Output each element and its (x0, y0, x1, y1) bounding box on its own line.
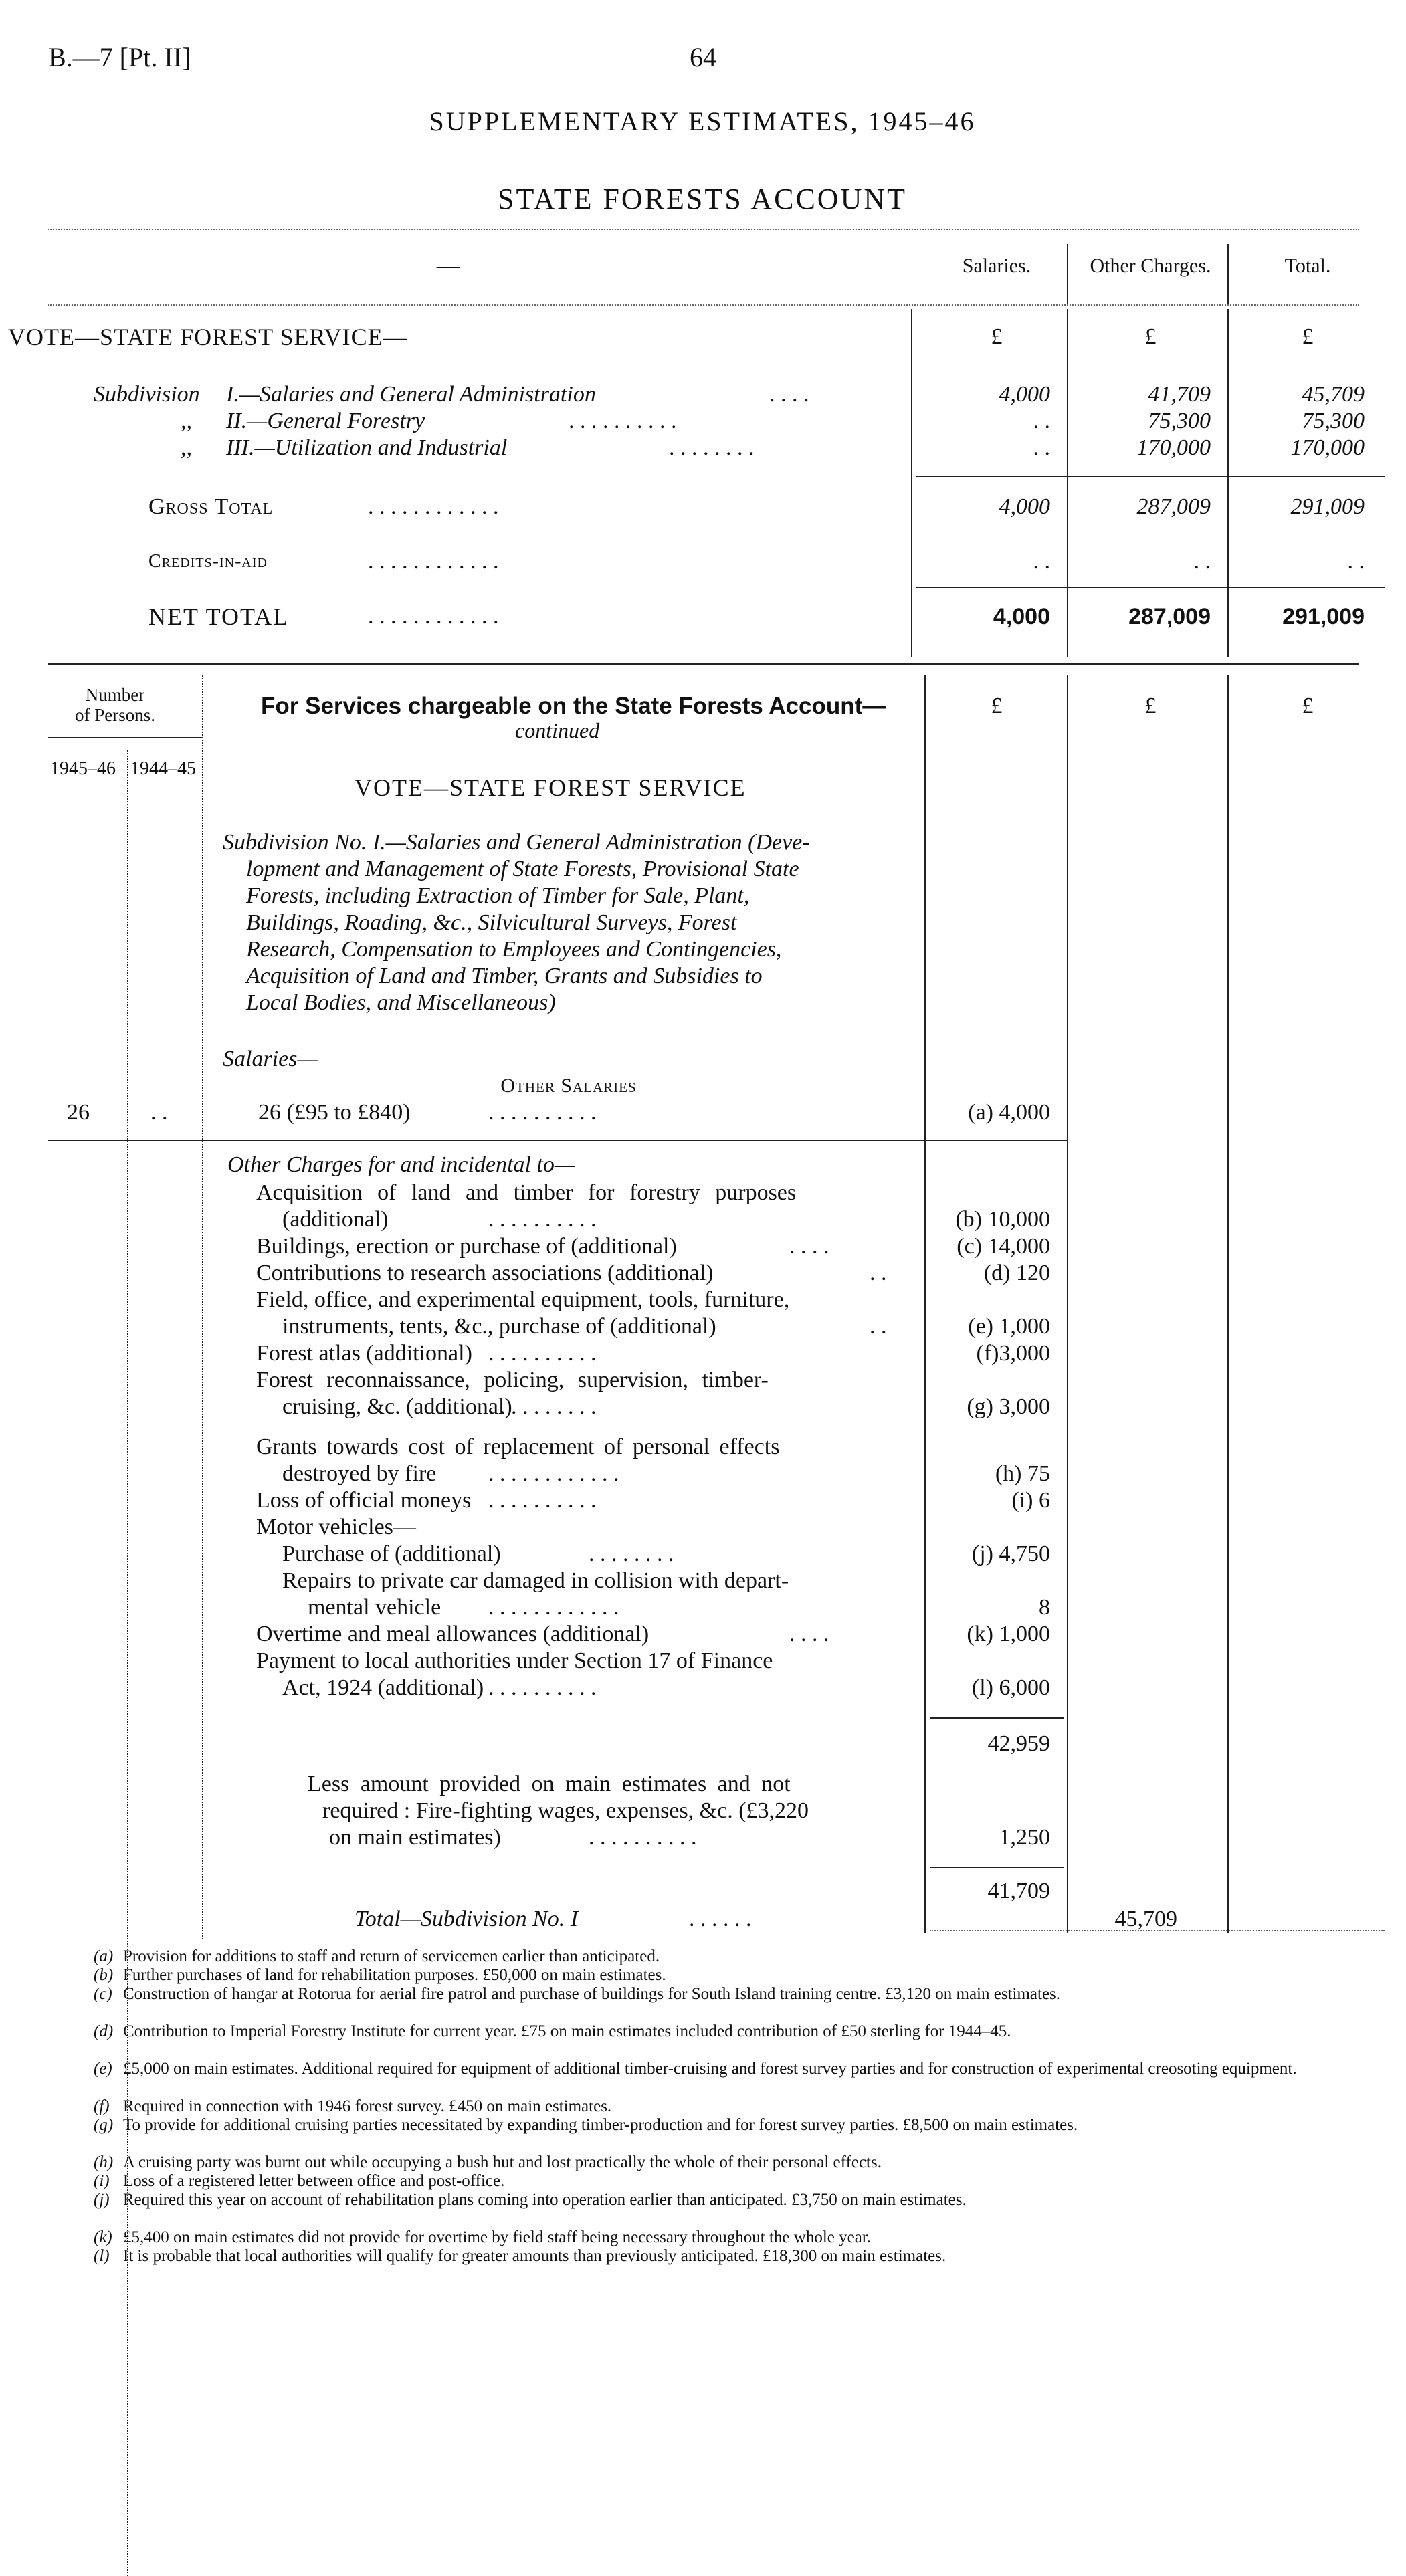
footnote-key: (e) (94, 2060, 112, 2078)
footnote-text: £5,400 on main estimates did not provide for overtime by field staff being necessary throughout the whole year. (123, 2228, 872, 2246)
page-title: SUPPLEMENTARY ESTIMATES, 1945–46 (429, 106, 976, 136)
row-label: I.—Salaries and General Administration (226, 382, 596, 407)
row-leaders: . . . . . . . . . . (488, 1341, 597, 1366)
row-leaders: . . . . . . . . (589, 1541, 674, 1566)
persons-divider (202, 675, 203, 1939)
footnote (94, 1985, 1324, 2003)
subdivision-total-label: Total—Subdivision No. I (355, 1907, 579, 1931)
account-title: STATE FORESTS ACCOUNT (497, 183, 907, 215)
footnote-text: Contribution to Imperial Forestry Institute for current year. £75 on main estimates included contribution of £50 sterling for 1944–45. (123, 2022, 1011, 2040)
row-total: 75,300 (1302, 409, 1365, 433)
footnote-text: Provision for additions to staff and return of servicemen earlier than anticipated. (123, 1947, 660, 1965)
footnote-key: (k) (94, 2228, 112, 2246)
footnote-key: (c) (94, 1985, 112, 2003)
description-line: Forests, including Extraction of Timber for Sale, Plant, (246, 883, 750, 908)
charge-amount: (l) 6,000 (971, 1675, 1050, 1700)
detail-bottom-rule (930, 1930, 1385, 1931)
persons-divider (127, 750, 128, 2576)
year-1944-45: 1944–45 (130, 758, 196, 779)
net-total: 291,009 (1282, 604, 1365, 629)
charge-item: Repairs to private car damaged in collision with depart- (282, 1568, 789, 1593)
charge-item: Forest reconnaissance, policing, supervision, timber- (256, 1368, 769, 1392)
charge-item: destroyed by fire (282, 1461, 437, 1486)
other-salaries-label: Other Salaries (500, 1075, 637, 1097)
charge-amount: (h) 75 (995, 1461, 1050, 1486)
footnote-key: (a) (94, 1947, 114, 1965)
services-heading-continued: continued (515, 718, 600, 742)
row-leaders: . . . . . . . . . . . . (488, 1595, 619, 1620)
persons-header: Number (85, 685, 145, 705)
col-divider (911, 309, 912, 657)
footnote (94, 2116, 1324, 2134)
charge-item: Overtime and meal allowances (additional) (256, 1622, 649, 1646)
row-leaders: . . . . . . . . . . (589, 1825, 697, 1850)
col-divider (1227, 244, 1229, 304)
credits-salaries: . . (1033, 549, 1050, 574)
footnote-key: (g) (94, 2116, 114, 2134)
charge-amount: (j) 4,750 (971, 1541, 1050, 1566)
footnote-key: (b) (94, 1966, 114, 1984)
footnote-text: Required this year on account of rehabilitation plans coming into operation earlier than anticipated. £3,750 on main estimates. (123, 2191, 967, 2209)
charge-amount: (k) 1,000 (967, 1622, 1050, 1646)
detail-currency-total: £ (1302, 693, 1314, 718)
charge-amount: (g) 3,000 (967, 1394, 1050, 1419)
footnote (94, 2022, 1324, 2040)
row-leaders: . . (870, 1261, 887, 1285)
footnote (94, 2060, 1324, 2078)
col-divider (924, 675, 926, 1933)
charge-item: Grants towards cost of replacement of personal effects (256, 1434, 780, 1459)
other-charges-label: Other Charges for and incidental to— (227, 1152, 575, 1177)
row-salaries: . . (1033, 435, 1050, 460)
row-leaders: . . . . . . . . . . . . (488, 1461, 619, 1486)
row-other: 41,709 (1148, 382, 1211, 407)
subdivision-total-amount: 45,709 (1114, 1907, 1177, 1931)
row-leaders: . . . . . . . . . . (488, 1207, 597, 1232)
row-leaders: . . . . . . . . (669, 435, 755, 460)
services-heading: For Services chargeable on the State Forests Account— (261, 693, 886, 719)
footnote-text: Further purchases of land for rehabilitation purposes. £50,000 on main estimates. (123, 1966, 666, 1984)
row-total: 45,709 (1302, 382, 1365, 407)
col-divider (1227, 309, 1229, 657)
row-leaders: . . . . . . (689, 1907, 752, 1931)
footnote (94, 2228, 1324, 2246)
persons-header: of Persons. (75, 705, 155, 725)
charge-item: Act, 1924 (additional) (282, 1675, 484, 1700)
footnote (94, 2153, 1324, 2171)
net-rule (930, 1867, 1064, 1868)
charge-item: cruising, &c. (additional) (282, 1394, 512, 1419)
row-leaders: . . . . . . . . . . (488, 1100, 597, 1125)
charge-item: Motor vehicles— (256, 1515, 416, 1539)
charge-item: Acquisition of land and timber for forestry purposes (256, 1180, 797, 1205)
gross-salaries: 4,000 (999, 494, 1050, 519)
less-line: on main estimates) (329, 1825, 501, 1850)
persons-1945: 26 (67, 1100, 90, 1125)
row-leaders: . . . . . . . . . . (488, 1488, 597, 1513)
subtotal-rule (916, 476, 1385, 477)
gross-other: 287,009 (1136, 494, 1211, 519)
less-line: required : Fire-fighting wages, expenses, &c. (£3,220 (322, 1798, 809, 1823)
vote-heading: VOTE—STATE FOREST SERVICE (355, 774, 746, 801)
currency-salaries: £ (991, 324, 1003, 349)
summary-top-rule (48, 229, 1359, 230)
description-line: Local Bodies, and Miscellaneous) (246, 990, 556, 1015)
net-other: 287,009 (1128, 604, 1211, 629)
row-leaders: . . . . . . . . . . (488, 1675, 597, 1700)
row-leaders: . . . . . . . . . . . . (368, 549, 499, 574)
credits-other: . . (1193, 549, 1211, 574)
page-number: 64 (690, 42, 716, 72)
charge-item: Loss of official moneys (256, 1488, 472, 1513)
footnote (94, 1947, 1324, 1965)
footnote-text: £5,000 on main estimates. Additional required for equipment of additional timber-cruising and forest survey parties and for construction of experimental creosoting equipment. (123, 2060, 1297, 2078)
description-line: Research, Compensation to Employees and Contingencies, (246, 937, 782, 962)
row-salaries: . . (1033, 409, 1050, 433)
charges-subtotal: 42,959 (987, 1731, 1050, 1756)
footnote-text: Loss of a registered letter between office and post-office. (123, 2172, 505, 2190)
description-line: lopment and Management of State Forests, Provisional State (246, 857, 799, 881)
net-salaries: 4,000 (993, 604, 1050, 629)
net-total-label: NET TOTAL (148, 603, 290, 630)
col-header-total: Total. (1284, 255, 1331, 277)
col-divider (1227, 675, 1229, 1933)
charge-item: Contributions to research associations (additional) (256, 1261, 714, 1285)
document-reference: B.—7 [Pt. II] (48, 42, 191, 72)
charge-amount: 8 (1039, 1595, 1050, 1620)
footnote-key: (i) (94, 2172, 110, 2190)
col-divider (1067, 244, 1068, 304)
salaries-rule (48, 1140, 1068, 1141)
charge-item: Purchase of (additional) (282, 1541, 501, 1566)
col-divider (1067, 309, 1068, 657)
row-leaders: . . . . . . . . . . (569, 409, 677, 433)
footnote-key: (d) (94, 2022, 114, 2040)
row-other: 170,000 (1136, 435, 1211, 460)
charge-item: Forest atlas (additional) (256, 1341, 472, 1366)
charge-item: (additional) (282, 1207, 389, 1232)
charge-amount: (d) 120 (983, 1261, 1050, 1285)
col-divider (1067, 675, 1068, 1933)
footnote-key: (h) (94, 2153, 114, 2171)
charge-amount: (i) 6 (1011, 1488, 1050, 1513)
charge-amount: (b) 10,000 (955, 1207, 1050, 1232)
charge-amount: (f)3,000 (976, 1341, 1050, 1366)
persons-rule (48, 737, 202, 738)
footnote-key: (l) (94, 2247, 110, 2265)
footnote (94, 2247, 1324, 2265)
charge-item: Payment to local authorities under Section 17 of Finance (256, 1648, 773, 1673)
footnote (94, 2097, 1324, 2115)
footnote-text: It is probable that local authorities will qualify for greater amounts than previously anticipated. £18,300 on main estimates. (123, 2247, 946, 2265)
row-total: 170,000 (1290, 435, 1365, 460)
salary-row-text: 26 (£95 to £840) (258, 1100, 411, 1125)
subtotal-rule (930, 1717, 1064, 1719)
footnote-text: Required in connection with 1946 forest survey. £450 on main estimates. (123, 2097, 612, 2115)
row-prefix: ,, (181, 435, 192, 460)
description-line: Acquisition of Land and Timber, Grants and Subsidies to (246, 964, 763, 988)
credits-in-aid-label: Credits-in-aid (148, 551, 268, 572)
charge-amount: (e) 1,000 (968, 1314, 1050, 1339)
footnote-text: Construction of hangar at Rotorua for aerial fire patrol and purchase of buildings for South Island training centre. £3,120 on main estimates. (123, 1985, 1061, 2003)
footnote (94, 2191, 1324, 2209)
less-line: Less amount provided on main estimates and not (308, 1772, 791, 1796)
charge-item: Field, office, and experimental equipment, tools, furniture, (256, 1287, 790, 1312)
detail-currency-other: £ (1144, 693, 1157, 718)
footnote-text: A cruising party was burnt out while occupying a bush hut and lost practically the whole of their personal effects. (123, 2153, 882, 2171)
salary-amount: (a) 4,000 (968, 1100, 1050, 1125)
row-other: 75,300 (1148, 409, 1211, 433)
footnote (94, 2172, 1324, 2190)
year-1945-46: 1945–46 (50, 758, 116, 779)
summary-bottom-rule (48, 663, 1359, 665)
net-other-charges: 41,709 (987, 1879, 1050, 1903)
row-label: II.—General Forestry (226, 409, 425, 433)
summary-header-rule (48, 304, 1359, 306)
row-leaders: . . . . . . . . . . . . (368, 494, 499, 519)
summary-dash: — (437, 253, 460, 278)
charge-item: instruments, tents, &c., purchase of (additional) (282, 1314, 716, 1339)
footnote-key: (j) (94, 2191, 110, 2209)
footnote (94, 1966, 1324, 1984)
row-leaders: . . . . . . . . . . . . (368, 604, 499, 629)
row-leaders: . . (870, 1314, 887, 1339)
col-header-other-charges: Other Charges. (1090, 255, 1211, 277)
row-leaders: . . . . (789, 1622, 829, 1646)
charge-item: mental vehicle (308, 1595, 441, 1620)
description-line: Buildings, Roading, &c., Silvicultural Surveys, Forest (246, 910, 737, 935)
description-line: Subdivision No. I.—Salaries and General Administration (Deve- (223, 830, 810, 855)
footnote-text: To provide for additional cruising parties necessitated by expanding timber-production and for forest survey parties. £8,500 on main estimates. (123, 2116, 1078, 2134)
detail-currency-salaries: £ (991, 693, 1003, 718)
charge-amount: (c) 14,000 (957, 1234, 1050, 1259)
less-amount: 1,250 (999, 1825, 1050, 1850)
currency-other: £ (1144, 324, 1157, 349)
row-leaders: . . . . . . . . . . (488, 1394, 597, 1419)
persons-1944: . . (150, 1100, 168, 1125)
net-rule (916, 587, 1385, 588)
row-leaders: . . . . (769, 382, 809, 407)
currency-total: £ (1302, 324, 1314, 349)
salaries-label: Salaries— (223, 1047, 318, 1071)
vote-label: VOTE—STATE FOREST SERVICE— (8, 324, 408, 350)
charge-item: Buildings, erection or purchase of (additional) (256, 1234, 677, 1259)
footnote-key: (f) (94, 2097, 110, 2115)
row-prefix: ,, (181, 409, 192, 433)
credits-total: . . (1347, 549, 1365, 574)
row-prefix: Subdivision (94, 382, 200, 407)
col-header-salaries: Salaries. (962, 255, 1031, 277)
row-salaries: 4,000 (999, 382, 1050, 407)
gross-total-label: Gross Total (148, 494, 274, 519)
gross-total: 291,009 (1290, 494, 1365, 519)
row-label: III.—Utilization and Industrial (226, 435, 508, 460)
row-leaders: . . . . (789, 1234, 829, 1259)
